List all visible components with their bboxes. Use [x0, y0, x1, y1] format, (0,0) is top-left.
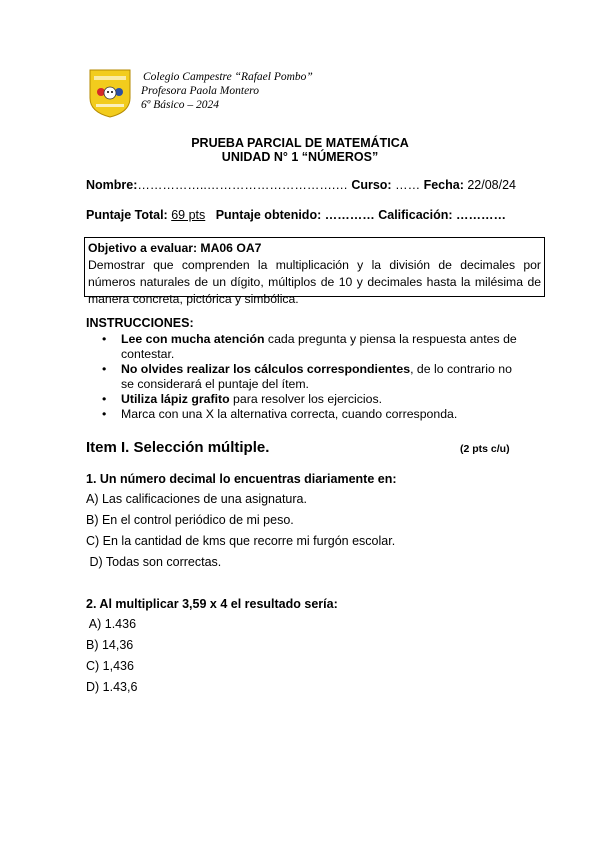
obtained-score-field[interactable]: ………… [324, 208, 375, 222]
q1-option-a[interactable]: A) Las calificaciones de una asignatura. [86, 492, 307, 506]
section-title: Item I. Selección múltiple. [86, 439, 270, 456]
grade-year: 6º Básico – 2024 [141, 99, 219, 111]
bullet-icon: • [102, 407, 107, 421]
question-2: 2. Al multiplicar 3,59 x 4 el resultado sería: [86, 597, 338, 611]
instruction-item: • Utiliza lápiz grafito para resolver los ejercicios. [102, 392, 383, 406]
q2-option-b[interactable]: B) 14,36 [86, 638, 134, 652]
course-field[interactable]: …… [395, 178, 421, 192]
q1-option-b[interactable]: B) En el control periódico de mi peso. [86, 513, 294, 527]
instruction-item: • Marca con una X la alternativa correcta, cuando corresponda. [102, 407, 458, 421]
date-value: 22/08/24 [467, 178, 517, 192]
obtained-score-label: Puntaje obtenido: [215, 208, 322, 222]
name-label: Nombre: [86, 178, 138, 192]
school-header [143, 70, 313, 112]
total-score-value: 69 pts [171, 208, 206, 222]
section-points: (2 pts c/u) [460, 443, 510, 455]
objective-text: Demostrar que comprenden la multiplicación y la división de decimales por números naturales de un dígito, múltiplos de 10 y decimales hasta la milésima de manera concreta, pictórica y simbólica. [88, 258, 541, 306]
instruction-item: • No olvides realizar los cálculos correspondientes, de lo contrario no se considerará el puntaje del ítem. [102, 362, 512, 391]
student-info-line [86, 178, 516, 192]
course-label: Curso: [351, 178, 392, 192]
instructions-list [100, 332, 520, 422]
question-1: 1. Un número decimal lo encuentras diariamente en: [86, 472, 397, 486]
q2-option-c[interactable]: C) 1,436 [86, 659, 134, 673]
grade-label: Calificación: [378, 208, 453, 222]
q1-option-d[interactable]: D) Todas son correctas. [86, 555, 222, 569]
name-field[interactable]: ……………..………………………….… [137, 178, 348, 192]
date-label: Fecha: [423, 178, 464, 192]
title-line-1: PRUEBA PARCIAL DE MATEMÁTICA [191, 136, 409, 150]
q2-option-a[interactable]: A) 1.436 [86, 617, 137, 631]
grade-field[interactable]: ………… [456, 208, 507, 222]
q1-option-c[interactable]: C) En la cantidad de kms que recorre mi furgón escolar. [86, 534, 396, 548]
school-name: Colegio Campestre “Rafael Pombo” [143, 71, 313, 83]
bullet-icon: • [102, 362, 107, 376]
total-score-label: Puntaje Total: [86, 208, 168, 222]
instruction-item: • Lee con mucha atención cada pregunta y piensa la respuesta antes de contestar. [102, 332, 517, 361]
score-info-line [86, 208, 506, 222]
bullet-icon: • [102, 392, 107, 406]
objective-title: Objetivo a evaluar: MA06 OA7 [88, 241, 262, 255]
school-logo [88, 68, 132, 118]
teacher-name: Profesora Paola Montero [141, 85, 259, 97]
test-title [0, 136, 600, 164]
objective-box [84, 237, 545, 306]
q2-option-d[interactable]: D) 1.43,6 [86, 680, 138, 694]
bullet-icon: • [102, 332, 107, 346]
instructions-title: INSTRUCCIONES: [86, 316, 194, 330]
title-line-2: UNIDAD N° 1 “NÚMEROS” [221, 150, 379, 164]
